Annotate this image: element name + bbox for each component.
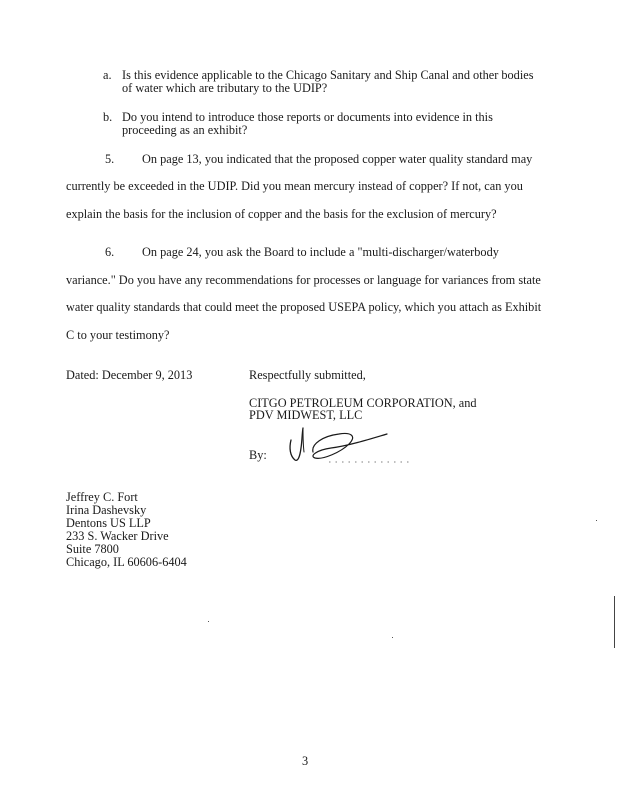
handwritten-signature [283, 422, 413, 472]
dated-line: Dated: December 9, 2013 [66, 368, 193, 382]
counsel-line-5: Suite 7800 [66, 542, 119, 556]
respectfully-submitted: Respectfully submitted, [249, 368, 366, 382]
item-6-line-4: C to your testimony? [66, 328, 170, 342]
item-a-marker: a. [103, 68, 112, 82]
scan-edge-mark [614, 596, 615, 648]
item-b-line-2: proceeding as an exhibit? [122, 123, 248, 137]
company-line-2: PDV MIDWEST, LLC [249, 408, 363, 422]
item-6-line-2: variance." Do you have any recommendations for processes or language for variances from state [66, 273, 541, 287]
scan-speck [208, 621, 209, 622]
counsel-line-6: Chicago, IL 60606-6404 [66, 555, 187, 569]
counsel-line-4: 233 S. Wacker Drive [66, 529, 169, 543]
item-5-number: 5. [105, 152, 115, 166]
company-line-1: CITGO PETROLEUM CORPORATION, and [249, 396, 477, 410]
counsel-line-1: Jeffrey C. Fort [66, 490, 138, 504]
item-6-number: 6. [105, 245, 115, 259]
by-label: By: [249, 448, 267, 462]
page-number: 3 [302, 754, 309, 768]
item-a-line-1: Is this evidence applicable to the Chicago Sanitary and Ship Canal and other bodies [122, 68, 534, 82]
counsel-line-2: Irina Dashevsky [66, 503, 147, 517]
item-6-line-3: water quality standards that could meet the proposed USEPA policy, which you attach as Exhibit [66, 300, 542, 314]
counsel-line-3: Dentons US LLP [66, 516, 151, 530]
scan-speck [596, 520, 597, 521]
item-b-line-1: Do you intend to introduce those reports or documents into evidence in this [122, 110, 493, 124]
item-5-line-1: On page 13, you indicated that the proposed copper water quality standard may [142, 152, 533, 166]
item-5-line-3: explain the basis for the inclusion of copper and the basis for the exclusion of mercury? [66, 207, 497, 221]
item-a-line-2: of water which are tributary to the UDIP? [122, 81, 328, 95]
item-b-marker: b. [103, 110, 113, 124]
item-5-line-2: currently be exceeded in the UDIP. Did you mean mercury instead of copper? If not, can you [66, 179, 523, 193]
item-6-line-1: On page 24, you ask the Board to include a "multi-discharger/waterbody [142, 245, 499, 259]
scan-speck [392, 637, 393, 638]
